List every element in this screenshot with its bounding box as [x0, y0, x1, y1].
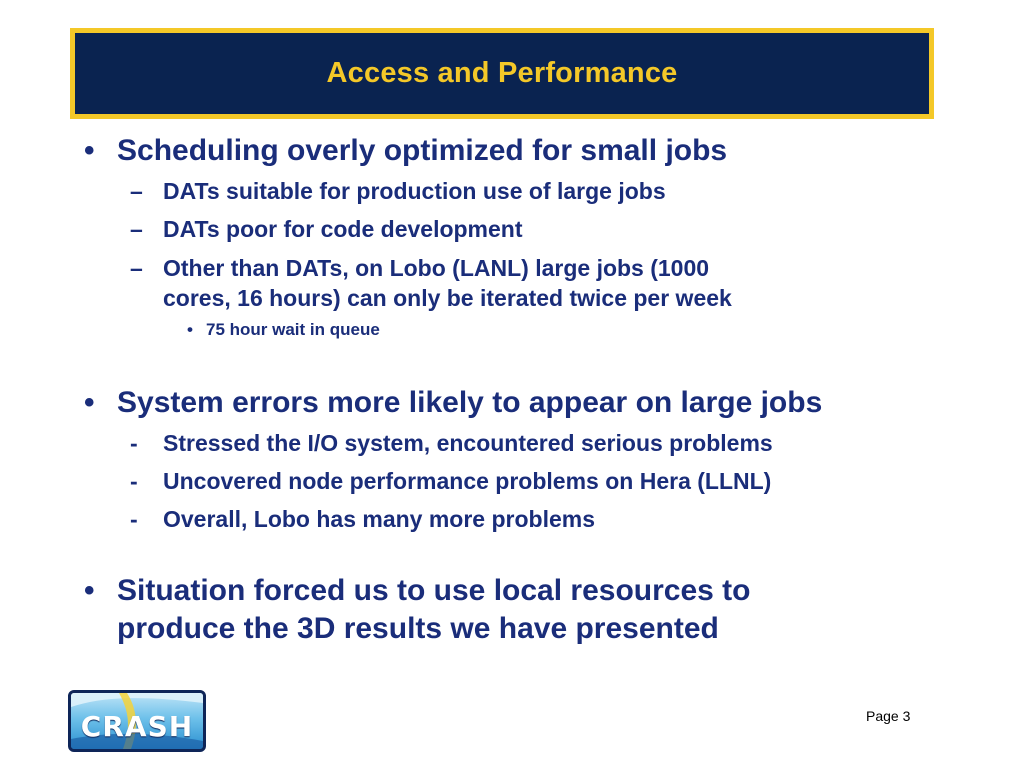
bullet-marker: • — [84, 574, 95, 607]
crash-logo — [68, 690, 206, 752]
sub-item-text: DATs suitable for production use of large jobs — [163, 178, 666, 204]
sub-item-text: Stressed the I/O system, encountered serious problems — [163, 430, 773, 456]
page-number: Page 3 — [866, 708, 911, 724]
bullet-3-text-continued: produce the 3D results we have presented — [117, 612, 719, 645]
sub-sub-item-text: 75 hour wait in queue — [206, 320, 380, 339]
small-bullet-marker: • — [187, 320, 193, 339]
hyphen-marker: - — [130, 430, 138, 456]
sub-item-text: Overall, Lobo has many more problems — [163, 506, 596, 532]
logo-text: CRASH — [80, 710, 194, 743]
sub-item-text: DATs poor for code development — [163, 216, 523, 242]
bullet-1-text: Scheduling overly optimized for small jobs — [117, 134, 728, 167]
bullet-3-text: Situation forced us to use local resources to — [117, 574, 751, 607]
bullet-marker: • — [84, 134, 95, 167]
sub-item-text: Uncovered node performance problems on Hera (LLNL) — [163, 468, 772, 494]
dash-marker: – — [130, 255, 143, 281]
bullet-marker: • — [84, 386, 95, 419]
sub-item-text: Other than DATs, on Lobo (LANL) large jobs (1000 — [163, 255, 710, 281]
hyphen-marker: - — [130, 468, 138, 494]
bullet-2-text: System errors more likely to appear on large jobs — [117, 386, 823, 419]
dash-marker: – — [130, 178, 143, 204]
slide-title: Access and Performance — [326, 57, 678, 89]
dash-marker: – — [130, 216, 143, 242]
hyphen-marker: - — [130, 506, 138, 532]
sub-item-text-continued: cores, 16 hours) can only be iterated twice per week — [163, 285, 732, 311]
